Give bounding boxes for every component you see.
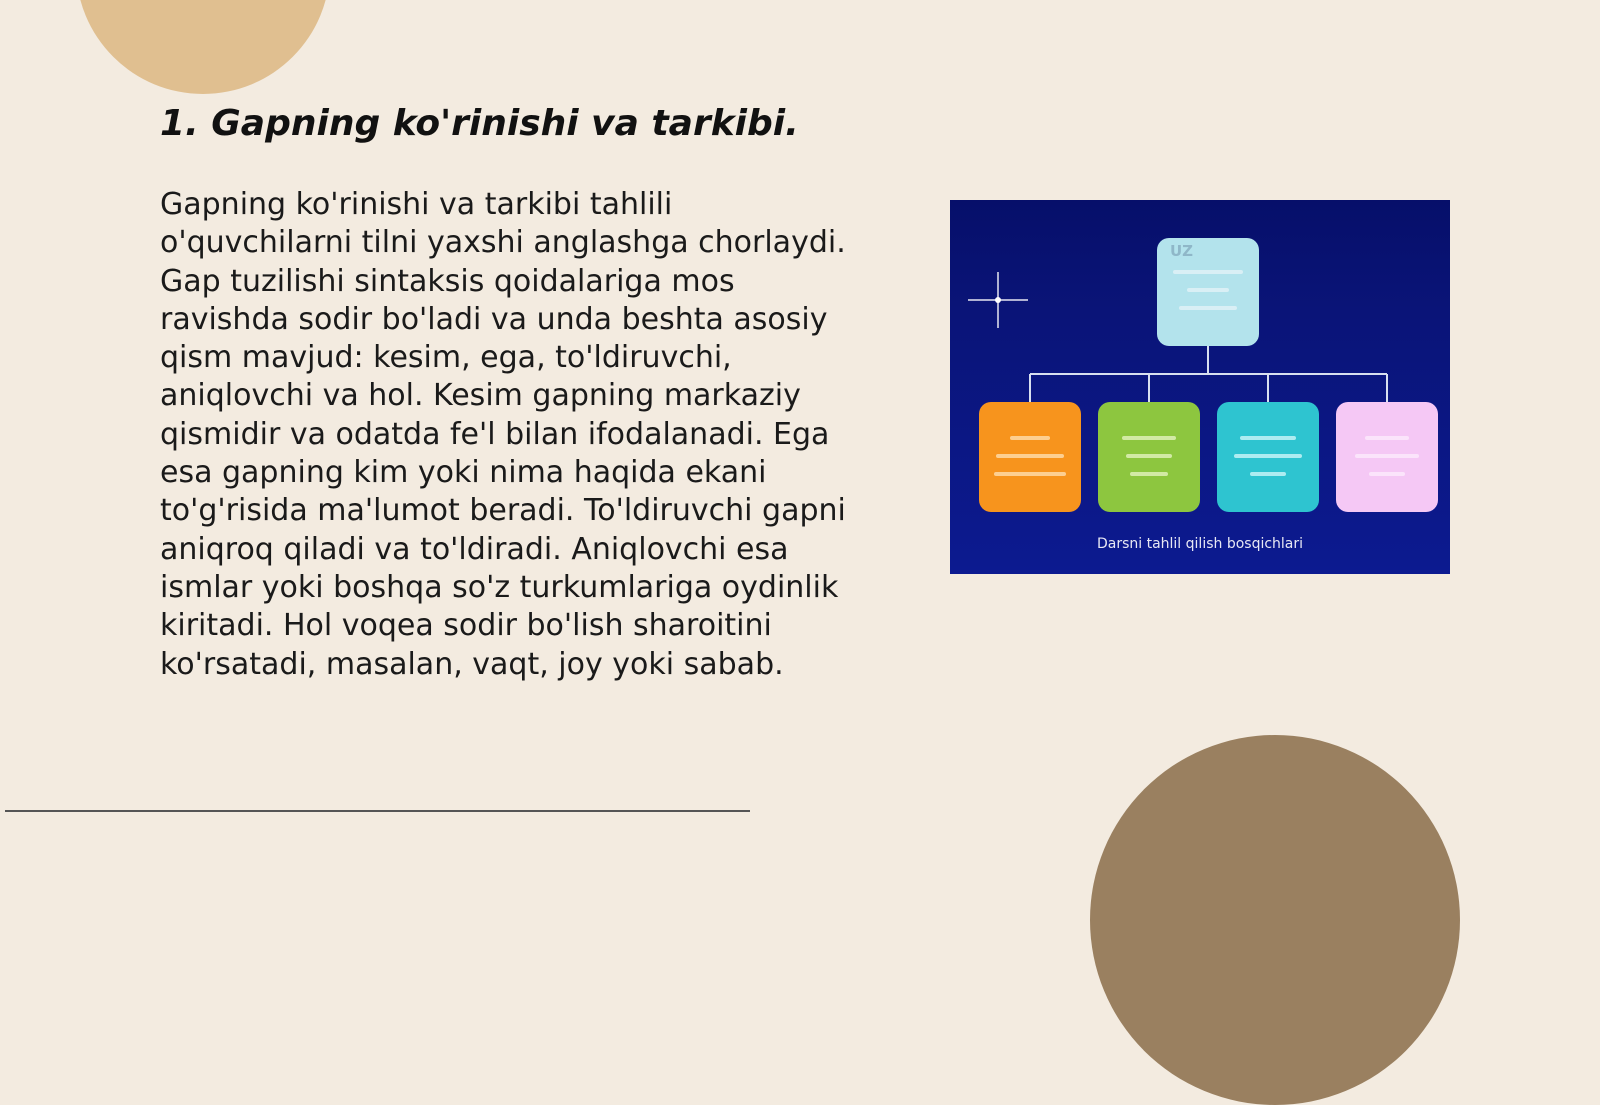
org-chart-diagram — [950, 200, 1450, 574]
decorative-circle-top — [76, 0, 330, 94]
divider-line — [5, 810, 750, 812]
slide-body-text: Gapning ko'rinishi va tarkibi tahlili o'quvchilarni tilni yaxshi anglashga chorlaydi. Gap tuzilishi sintaksis qoidalariga mos ravishda sodir bo'ladi va unda beshta asosiy qism mavjud: kesim, ega, to'ldiruvchi, aniqlovchi va hol. Kesim gapning markaziy qismidir va odatda fe'l bilan ifodalanadi. Ega esa gapning kim yoki nima haqida ekani to'g'risida ma'lumot beradi. To'ldiruvchi gapni aniqroq qiladi va to'ldiradi. Aniqlovchi esa ismlar yoki boshqa so'z turkumlariga oydinlik kiritadi. Hol voqea sodir bo'lish sharoitini ko'rsatadi, masalan, vaqt, joy yoki sabab. — [160, 187, 846, 682]
sparkle-center — [995, 297, 1001, 303]
slide-title: 1. Gapning ko'rinishi va tarkibi. — [160, 103, 799, 144]
diagram-top-label: UZ — [1170, 242, 1194, 260]
decorative-circle-bottom — [1090, 735, 1460, 1105]
diagram-caption: Darsni tahlil qilish bosqichlari — [1096, 536, 1304, 552]
diagram-image — [950, 200, 1450, 574]
